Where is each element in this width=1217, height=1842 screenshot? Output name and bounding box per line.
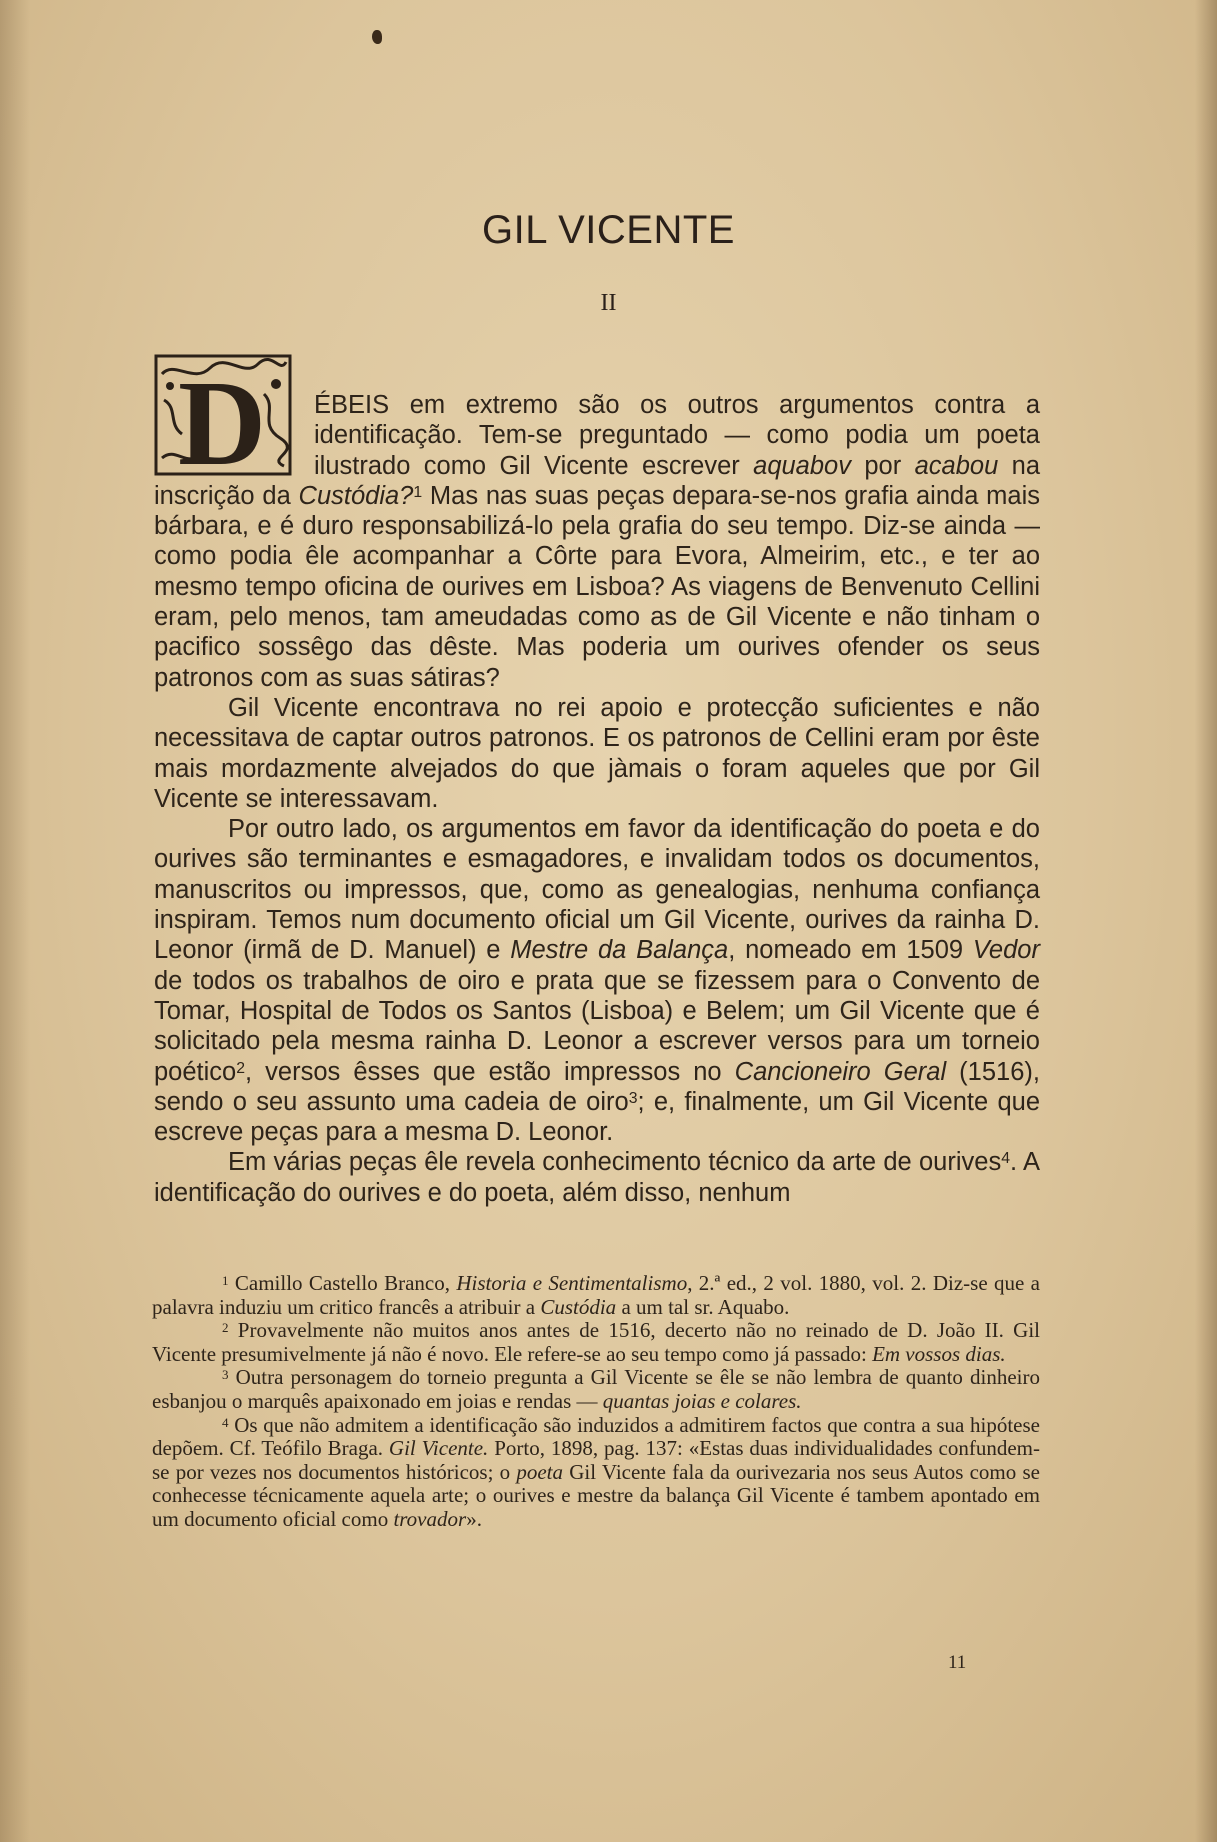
text-run: a um tal sr. Aquabo. xyxy=(616,1294,790,1319)
italic-run: poeta xyxy=(516,1459,564,1484)
text-run: Por outro lado, os argumentos em favor da identificação do poeta e do ourives são terminantes e esmagadores, e invalidam todos os documentos, manuscritos ou impressos, que, como as genealogias, nenhuma confiança inspiram. Temos num documento oficial um Gil Vicente, ourives da rainha D. Leonor (irmã de D. Manuel) e xyxy=(154,815,1040,965)
body-text xyxy=(154,356,1041,1208)
footnote-number: 1 xyxy=(222,1273,229,1288)
footnote-2 xyxy=(152,1319,1040,1366)
footnote-number: 4 xyxy=(222,1414,229,1430)
paragraph-4 xyxy=(154,1147,1040,1208)
text-run: , nomeado em 1509 xyxy=(728,936,973,965)
italic-run: Mestre da Balança xyxy=(510,936,729,965)
ink-smudge xyxy=(372,30,382,44)
text-run: . A identificação do ourives e do poeta, além disso, nenhum xyxy=(154,1148,1040,1207)
page-shadow-right xyxy=(1195,0,1217,1842)
text-run: , 2.ª ed., 2 vol. 1880, vol. 2. Diz-se que a palavra induziu um critico francês a atribuir a xyxy=(152,1271,1040,1319)
italic-run: Historia e Sentimentalismo xyxy=(456,1271,688,1295)
text-run: Camillo Castello Branco, xyxy=(228,1271,457,1295)
italic-run: Custódia xyxy=(540,1294,617,1319)
footnote-ref: 3 xyxy=(628,1089,638,1107)
text-run: Outra personagem do torneio pregunta a Gil Vicente se êle se não lembra de quanto dinheiro esbanjou o marquês apaixonado em joias e rendas — xyxy=(152,1365,1040,1413)
text-run: (1516), sendo o seu assunto uma cadeia de oiro xyxy=(154,1057,1040,1116)
part-number: II xyxy=(600,290,617,316)
page-title: GIL VICENTE xyxy=(482,208,735,252)
paragraph-3 xyxy=(154,814,1040,1147)
dropcap-ornament xyxy=(154,354,292,476)
italic-run: trovador xyxy=(393,1506,467,1531)
dropcap-letter: D xyxy=(177,356,267,476)
italic-run: aquabov xyxy=(753,451,851,480)
text-run: Os que não admitem a identificação são induzidos a admitirem factos que contra a sua hipótese depõem. Cf. Teófilo Braga. xyxy=(152,1412,1040,1461)
text-run: ». xyxy=(466,1506,482,1531)
text-run: Mas nas suas peças depara-se-nos grafia ainda mais bárbara, e é duro responsabilizá-lo pela grafia do seu tempo. Diz-se ainda — como podia êle acompanhar a Côrte para Evora, Almeirim, etc., e ter ao mesmo tempo oficina de ourives em Lisboa? As viagens de Benvenuto Cellini eram, pelo menos, tam ameudadas como as de Gil Vicente e não tinham o pacifico sossêgo das dêste. Mas poderia um ourives ofender os seus patronos com as suas sátiras? xyxy=(154,481,1040,692)
footnote-ref: 1 xyxy=(413,483,423,501)
text-run: na inscrição da xyxy=(154,451,1041,510)
text-run: ÉBEIS em extremo são os outros argumentos contra a identificação. Tem-se preguntado — como podia um poeta ilustrado como Gil Vicente escrever xyxy=(314,391,1040,480)
paragraph-2 xyxy=(154,693,1040,814)
page-shadow-left xyxy=(0,0,30,1842)
italic-run: acabou xyxy=(914,451,999,480)
text-run: de todos os trabalhos de oiro e prata que se fizessem para o Convento de Tomar, Hospital de Todos os Santos (Lisboa) e Belem; um Gil Vicente que é solicitado pela mesma rainha D. Leonor a escrever versos para um torneio poético xyxy=(154,966,1040,1086)
paragraph-1 xyxy=(154,356,1041,693)
italic-run: Em vossos dias. xyxy=(872,1341,1006,1366)
italic-run: Cancioneiro Geral xyxy=(734,1057,947,1086)
footnote-3 xyxy=(152,1366,1040,1413)
text-run: Gil Vicente fala da ourivezaria nos seus Autos como se conhecesse técnicamente aquela arte; o ourives e mestre da balança Gil Vicente é tambem apontado em um documento oficial como xyxy=(152,1459,1040,1531)
footnote-ref: 2 xyxy=(236,1059,246,1077)
text-run: Em várias peças êle revela conhecimento técnico da arte de ourives xyxy=(228,1148,1002,1177)
page-number: 11 xyxy=(948,1652,967,1673)
footnote-ref: 4 xyxy=(1001,1150,1011,1168)
text-run: Gil Vicente encontrava no rei apoio e protecção suficientes e não necessitava de captar outros patronos. E os patronos de Cellini eram por êste mais mordazmente alvejados do que jàmais o foram aqueles que por Gil Vicente se interessavam. xyxy=(154,693,1040,813)
footnote-number: 3 xyxy=(222,1367,229,1383)
italic-run: quantas joias e colares. xyxy=(602,1388,802,1413)
footnotes xyxy=(152,1272,1040,1532)
footnote-4 xyxy=(152,1414,1040,1532)
footnote-1 xyxy=(152,1272,1040,1319)
text-run: ; e, finalmente, um Gil Vicente que escreve peças para a mesma D. Leonor. xyxy=(154,1087,1041,1147)
italic-run: Vedor xyxy=(972,936,1040,965)
text-run: por xyxy=(850,451,915,480)
footnote-number: 2 xyxy=(222,1320,229,1336)
text-run: , versos êsses que estão impressos no xyxy=(245,1057,735,1086)
italic-run: Custódia? xyxy=(298,481,414,510)
italic-run: Gil Vicente. xyxy=(388,1436,489,1461)
text-run: Porto, 1898, pag. 137: «Estas duas individualidades confundem-se por vezes nos documentos históricos; o xyxy=(152,1436,1040,1484)
text-run: Provavelmente não muitos anos antes de 1516, decerto não no reinado de D. João II. Gil Vicente presumivelmente já não é novo. Ele refere-se ao seu tempo como já passado: xyxy=(152,1318,1040,1366)
